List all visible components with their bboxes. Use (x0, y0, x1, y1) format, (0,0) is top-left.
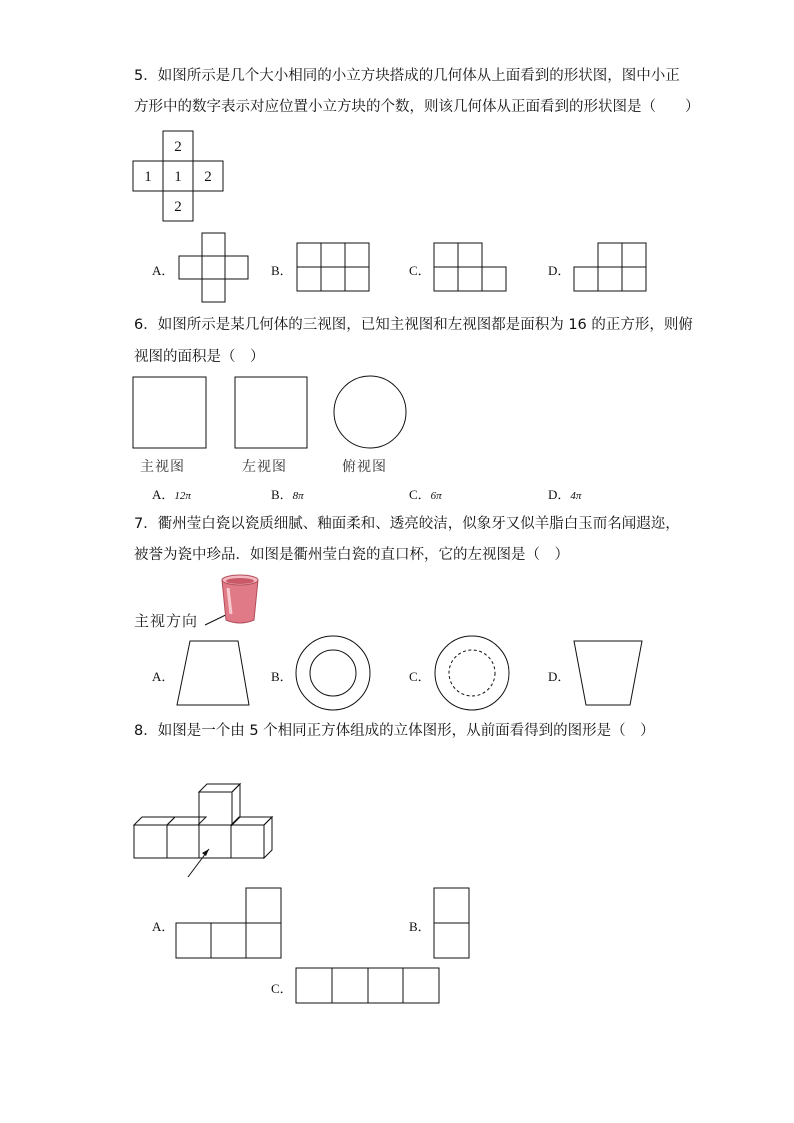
q6-option-a-label: A． (152, 487, 175, 502)
q5-grid-number-top: 2 (174, 139, 182, 155)
q6-top-view-caption: 俯视图 (342, 459, 387, 475)
q7-direction-label: 主视方向 (134, 612, 199, 630)
q6-option-d-label: D． (548, 487, 571, 502)
q8-option-a-figure (176, 888, 281, 958)
q5-stem-line2: 方形中的数字表示对应位置小立方块的个数，则该几何体从正面看到的形状图是（ ） (134, 99, 700, 115)
q5-option-b-figure (297, 243, 369, 291)
q7-option-b-label[interactable]: B． (271, 669, 293, 684)
q7-option-d-label[interactable]: D． (548, 669, 571, 684)
q5-option-a-label[interactable]: A． (152, 263, 175, 278)
q8-stem-line1: 8．如图是一个由 5 个相同正方体组成的立体图形，从前面看得到的图形是（ ） (134, 723, 655, 739)
q6-front-view-caption: 主视图 (140, 459, 185, 475)
q6-option-c-value: 6π (430, 490, 442, 502)
q5-option-c-figure (434, 243, 506, 291)
q7-option-c-label[interactable]: C． (409, 669, 431, 684)
q8-solid-figure (134, 784, 272, 858)
q5-stem-line1: 5．如图所示是几个大小相同的小立方块搭成的几何体从上面看到的形状图，图中小正 (134, 68, 680, 84)
q7-option-b-rings (296, 636, 370, 710)
q5-option-c-label[interactable]: C． (409, 263, 431, 278)
q7-option-a-trapezoid (177, 641, 249, 705)
q6-option-c-label: C． (409, 487, 431, 502)
q5-option-d-label[interactable]: D． (548, 263, 571, 278)
q7-cup-image (222, 575, 258, 623)
q6-option-b-value: 8π (292, 490, 304, 502)
q6-option-a[interactable] (152, 484, 191, 503)
q6-option-d[interactable] (548, 484, 581, 503)
q6-front-view-square (133, 377, 206, 448)
q6-option-b[interactable] (271, 484, 304, 503)
q8-option-b-label[interactable]: B． (409, 919, 431, 934)
q5-option-b-label[interactable]: B． (271, 263, 293, 278)
q7-option-d-trapezoid (574, 641, 642, 705)
q5-grid-number-right: 2 (204, 169, 212, 185)
q8-option-b-figure (434, 888, 469, 958)
q6-option-a-value: 12π (174, 490, 191, 502)
q7-option-a-label[interactable]: A． (152, 669, 175, 684)
q6-top-view-circle (334, 376, 406, 448)
q5-grid-number-center: 1 (174, 169, 182, 185)
q6-left-view-caption: 左视图 (242, 459, 287, 475)
q8-option-a-label[interactable]: A． (152, 919, 175, 934)
q8-option-c-label[interactable]: C． (271, 981, 293, 996)
q5-grid-number-left: 1 (144, 169, 152, 185)
q8-option-c-figure (296, 968, 439, 1003)
q5-option-d-figure (574, 243, 646, 291)
q5-option-a-figure (179, 233, 248, 302)
q6-option-b-label: B． (271, 487, 293, 502)
q6-left-view-square (235, 377, 307, 448)
q7-stem-line2: 被誉为瓷中珍品．如图是衢州莹白瓷的直口杯，它的左视图是（ ） (134, 547, 569, 563)
q6-option-c[interactable] (409, 484, 442, 503)
q6-option-d-value: 4π (570, 490, 582, 502)
q5-grid-number-bottom: 2 (174, 199, 182, 215)
q6-stem-line1: 6．如图所示是某几何体的三视图，已知主视图和左视图都是面积为 16 的正方形，则俯 (134, 317, 693, 333)
q7-stem-line1: 7．衢州莹白瓷以瓷质细腻、釉面柔和、透亮皎洁，似象牙又似羊脂白玉而名闻遐迩， (134, 516, 680, 532)
q6-stem-line2: 视图的面积是（ ） (134, 349, 265, 365)
q7-option-c-rings (435, 636, 509, 710)
